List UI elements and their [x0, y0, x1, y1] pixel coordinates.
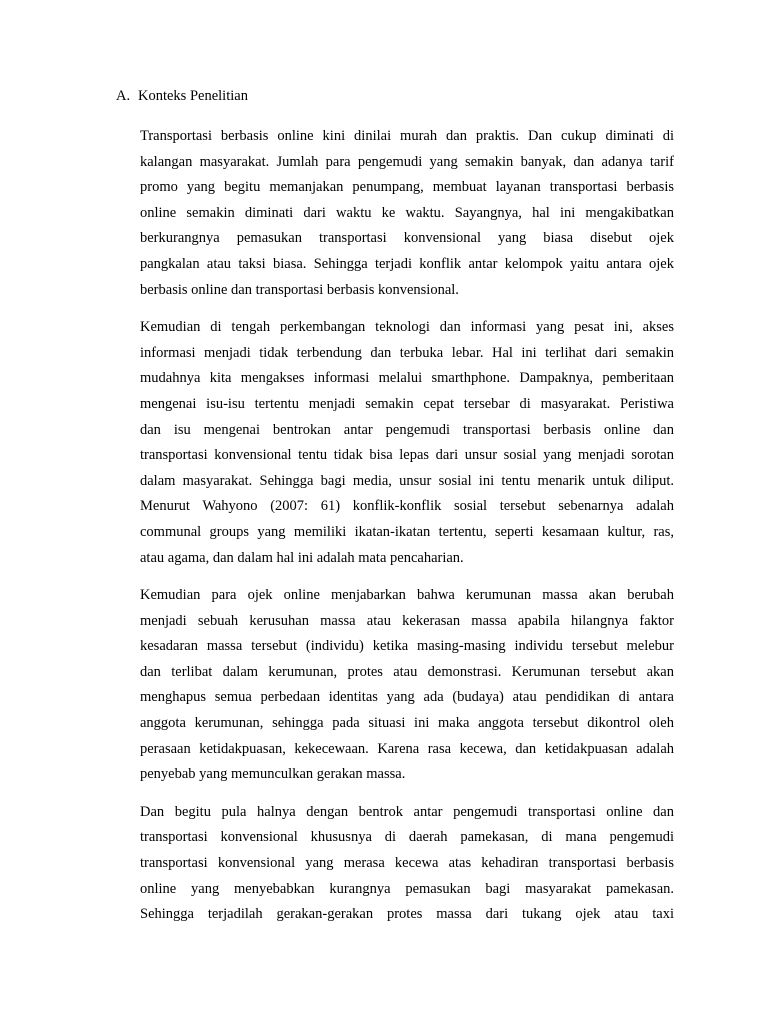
paragraph-2: [140, 315, 674, 571]
paragraph-line: dan isu mengenai bentrokan antar pengemudi transportasi berbasis online dan: [140, 421, 674, 438]
paragraph-line: pangkalan atau taksi biasa. Sehingga terjadi konflik antar kelompok yaitu antara ojek: [140, 255, 674, 272]
paragraph-line: mengenai isu-isu tertentu menjadi semakin cepat tersebar di masyarakat. Peristiwa: [140, 395, 674, 412]
section-title: Konteks Penelitian: [138, 88, 248, 104]
paragraph-line: Menurut Wahyono (2007: 61) konflik-konflik sosial tersebut sebenarnya adalah: [140, 498, 674, 515]
paragraph-4: [140, 800, 674, 928]
paragraph-line: online semakin diminati dari waktu ke waktu. Sayangnya, hal ini mengakibatkan: [140, 204, 674, 221]
paragraph-line: Sehingga terjadilah gerakan-gerakan protes massa dari tukang ojek atau taxi: [140, 906, 674, 923]
paragraph-line: anggota kerumunan, sehingga pada situasi ini maka anggota tersebut dikontrol oleh: [140, 715, 674, 732]
paragraph-line: dalam masyarakat. Sehingga bagi media, unsur sosial ini tentu menarik untuk diliput.: [140, 472, 674, 489]
paragraph-line: transportasi konvensional yang merasa kecewa atas kehadiran transportasi berbasis: [140, 855, 674, 872]
section-heading: [116, 86, 248, 106]
paragraph-line: communal groups yang memiliki ikatan-ikatan tertentu, seperti kesamaan kultur, ras,: [140, 523, 674, 540]
paragraph-line: transportasi konvensional khususnya di daerah pamekasan, di mana pengemudi: [140, 829, 674, 846]
paragraph-line: berbasis online dan transportasi berbasis konvensional.: [140, 281, 459, 298]
paragraph-line: Kemudian di tengah perkembangan teknologi dan informasi yang pesat ini, akses: [140, 319, 674, 336]
paragraph-3: [140, 583, 674, 788]
paragraph-line: menjadi sebuah kerusuhan massa atau kekerasan massa apabila hilangnya faktor: [140, 612, 674, 629]
paragraph-line: atau agama, dan dalam hal ini adalah mata pencaharian.: [140, 549, 464, 566]
paragraph-line: informasi menjadi tidak terbendung dan terbuka lebar. Hal ini terlihat dari semakin: [140, 344, 674, 361]
paragraph-line: perasaan ketidakpuasan, kekecewaan. Karena rasa kecewa, dan ketidakpuasan adalah: [140, 740, 674, 757]
paragraph-line: kalangan masyarakat. Jumlah para pengemudi yang semakin banyak, dan adanya tarif: [140, 153, 674, 170]
paragraph-line: dan terlibat dalam kerumunan, protes atau demonstrasi. Kerumunan tersebut akan: [140, 663, 674, 680]
paragraph-line: mudahnya kita mengakses informasi melalui smarthphone. Dampaknya, pemberitaan: [140, 370, 674, 387]
paragraph-line: Kemudian para ojek online menjabarkan bahwa kerumunan massa akan berubah: [140, 587, 674, 604]
paragraph-line: online yang menyebabkan kurangnya pemasukan bagi masyarakat pamekasan.: [140, 880, 674, 897]
paragraph-line: Transportasi berbasis online kini dinilai murah dan praktis. Dan cukup diminati di: [140, 128, 674, 144]
body-text: [140, 124, 674, 940]
paragraph-line: transportasi konvensional tentu tidak bisa lepas dari unsur sosial yang menjadi sorotan: [140, 447, 674, 464]
paragraph-line: kesadaran massa tersebut (individu) ketika masing-masing individu tersebut melebur: [140, 638, 674, 655]
paragraph-line: berkurangnya pemasukan transportasi konvensional yang biasa disebut ojek: [140, 230, 674, 247]
paragraph-1: [140, 124, 674, 303]
paragraph-line: menghapus semua perbedaan identitas yang ada (budaya) atau pendidikan di antara: [140, 689, 674, 706]
paragraph-line: penyebab yang memunculkan gerakan massa.: [140, 766, 406, 783]
section-marker: A.: [116, 88, 131, 104]
paragraph-line: Dan begitu pula halnya dengan bentrok antar pengemudi transportasi online dan: [140, 803, 674, 820]
paragraph-line: promo yang begitu memanjakan penumpang, membuat layanan transportasi berbasis: [140, 179, 674, 196]
